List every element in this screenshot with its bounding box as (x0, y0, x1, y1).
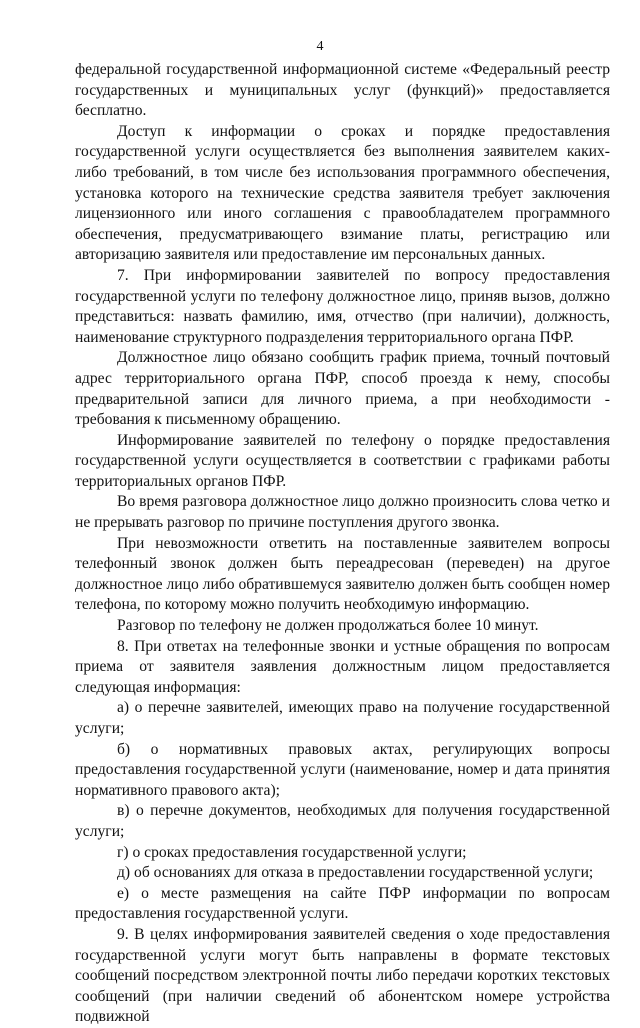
paragraph: 7. При информировании заявителей по вопросу предоставления государственной услуги по телефону должностное лицо, приняв вызов, должно представиться: назвать фамилию, имя, отчество (при наличии), должность, наименование структурного подразделения территориального органа ПФР. (75, 266, 610, 346)
paragraph: Разговор по телефону не должен продолжаться более 10 минут. (117, 617, 539, 635)
paragraph: При невозможности ответить на поставленные заявителем вопросы телефонный звонок должен быть переадресован (переведен) на другое должностное лицо либо обратившемуся заявителю должен быть сообщен номер телефона, по которому можно получить необходимую информацию. (75, 534, 610, 614)
paragraph: Доступ к информации о сроках и порядке предоставления государственной услуги осуществляется без выполнения заявителем каких-либо требований, в том числе без использования программного обеспечения, установка которого на технические средства заявителя требует заключения лицензионного или иного соглашения с правообладателем программного обеспечения, предусматривающего взимание платы, регистрацию или авторизацию заявителя или предоставление им персональных данных. (75, 122, 610, 264)
paragraph: г) о сроках предоставления государственной услуги; (117, 843, 467, 861)
paragraph: Во время разговора должностное лицо должно произносить слова четко и не прерывать разговор по причине поступления другого звонка. (75, 493, 610, 532)
paragraph: б) о нормативных правовых актах, регулирующих вопросы предоставления государственной услуги (наименование, номер и дата принятия нормативного правового акта); (75, 740, 610, 799)
paragraph: 8. При ответах на телефонные звонки и устные обращения по вопросам приема от заявителя заявления должностным лицом предоставляется следующая информация: (75, 637, 610, 696)
document-body (75, 60, 610, 1028)
paragraph: е) о месте размещения на сайте ПФР информации по вопросам предоставления государственной услуги. (75, 884, 610, 923)
paragraph: Должностное лицо обязано сообщить график приема, точный почтовый адрес территориального органа ПФР, способ проезда к нему, способы предварительной записи для личного приема, а при необходимости - требования к письменному обращению. (75, 349, 610, 429)
page-number: 4 (316, 39, 324, 54)
paragraph: федеральной государственной информационной системе «Федеральный реестр государственных и муниципальных услуг (функций)» предоставляется бесплатно. (75, 61, 610, 120)
paragraph: Информирование заявителей по телефону о порядке предоставления государственной услуги осуществляется в соответствии с графиками работы территориальных органов ПФР. (75, 431, 610, 490)
paragraph: д) об основаниях для отказа в предоставлении государственной услуги; (117, 864, 594, 882)
paragraph: а) о перечне заявителей, имеющих право на получение государственной услуги; (75, 699, 610, 737)
paragraph: в) о перечне документов, необходимых для получения государственной услуги; (75, 802, 610, 840)
paragraph: 9. В целях информирования заявителей сведения о ходе предоставления государственной услуги могут быть направлены в формате текстовых сообщений посредством электронной почты либо передачи коротких текстовых сообщений (при наличии сведений об абонентском номере устройства подвижной (75, 925, 610, 1026)
